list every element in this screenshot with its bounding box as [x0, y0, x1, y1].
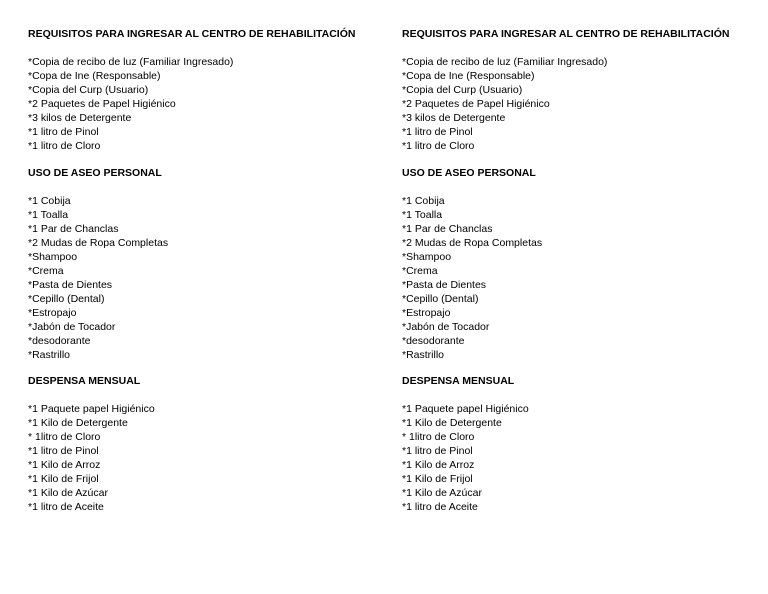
despensa-mensual-list — [402, 402, 762, 514]
list-item: *1 Kilo de Detergente — [28, 417, 128, 429]
list-item: *1 Par de Chanclas — [28, 222, 119, 235]
list-item: *Estropajo — [28, 306, 77, 319]
list-item: *3 kilos de Detergente — [28, 112, 132, 124]
list-item: *1 Toalla — [28, 208, 69, 221]
list-item: *1 Paquete papel Higiénico — [402, 403, 529, 415]
requisitos-section — [28, 27, 388, 153]
list-item: *1 Kilo de Arroz — [28, 459, 101, 471]
list-item: *3 kilos de Detergente — [402, 112, 506, 124]
list-item: *Copia del Curp (Usuario) — [28, 84, 149, 96]
right-column — [402, 27, 762, 527]
list-item: *1 litro de Pinol — [28, 126, 99, 138]
list-item: *2 Paquetes de Papel Higiénico — [402, 98, 550, 110]
list-item: *1 litro de Pinol — [402, 126, 473, 138]
list-item: *1 litro de Pinol — [402, 445, 473, 457]
list-item: *Copia de recibo de luz (Familiar Ingresado) — [402, 56, 608, 68]
list-item: *Rastrillo — [402, 348, 445, 361]
section-title: DESPENSA MENSUAL — [402, 375, 515, 387]
list-item: *Copa de Ine (Responsable) — [402, 70, 535, 82]
despensa-mensual-section — [28, 374, 388, 514]
despensa-mensual-list — [28, 402, 388, 514]
section-title: DESPENSA MENSUAL — [28, 375, 141, 387]
list-item: *1 Kilo de Detergente — [402, 417, 502, 429]
list-item: *1 Par de Chanclas — [402, 222, 493, 235]
list-item: *1 Kilo de Azúcar — [28, 487, 108, 499]
list-item: *Shampoo — [402, 250, 452, 263]
list-item: *Copia de recibo de luz (Familiar Ingresado) — [28, 56, 234, 68]
section-title: REQUISITOS PARA INGRESAR AL CENTRO DE REHABILITACIÓN — [28, 28, 356, 40]
aseo-personal-section — [28, 166, 388, 362]
aseo-personal-section — [402, 166, 762, 362]
section-title: USO DE ASEO PERSONAL — [28, 166, 162, 179]
list-item: *Copa de Ine (Responsable) — [28, 70, 161, 82]
list-item: *1 Kilo de Azúcar — [402, 487, 482, 499]
requisitos-section — [402, 27, 762, 153]
list-item: *Cepillo (Dental) — [28, 292, 105, 305]
list-item: *1 Toalla — [402, 208, 443, 221]
list-item: *1 litro de Aceite — [402, 501, 478, 513]
list-item: *1 Cobija — [28, 194, 71, 207]
list-item: *Pasta de Dientes — [402, 278, 487, 291]
list-item: *Jabón de Tocador — [28, 320, 116, 333]
aseo-personal-list — [28, 194, 388, 362]
list-item: * 1litro de Cloro — [402, 431, 475, 443]
list-item: *Jabón de Tocador — [402, 320, 490, 333]
list-item: *1 litro de Aceite — [28, 501, 104, 513]
list-item: *2 Mudas de Ropa Completas — [28, 236, 169, 249]
aseo-personal-list — [402, 194, 762, 362]
list-item: *1 Cobija — [402, 194, 445, 207]
list-item: *2 Paquetes de Papel Higiénico — [28, 98, 176, 110]
list-item: * 1litro de Cloro — [28, 431, 101, 443]
list-item: *Cepillo (Dental) — [402, 292, 479, 305]
list-item: *Shampoo — [28, 250, 78, 263]
list-item: *1 Kilo de Frijol — [28, 473, 99, 485]
list-item: *desodorante — [28, 334, 91, 347]
list-item: *1 litro de Cloro — [28, 140, 101, 152]
list-item: *2 Mudas de Ropa Completas — [402, 236, 543, 249]
list-item: *Crema — [402, 264, 438, 277]
despensa-mensual-section — [402, 374, 762, 514]
list-item: *Rastrillo — [28, 348, 71, 361]
section-title: REQUISITOS PARA INGRESAR AL CENTRO DE REHABILITACIÓN — [402, 28, 730, 40]
list-item: *Copia del Curp (Usuario) — [402, 84, 523, 96]
list-item: *1 Kilo de Frijol — [402, 473, 473, 485]
list-item: *Pasta de Dientes — [28, 278, 113, 291]
list-item: *Estropajo — [402, 306, 451, 319]
list-item: *Crema — [28, 264, 64, 277]
requisitos-list — [28, 55, 388, 153]
list-item: *1 litro de Pinol — [28, 445, 99, 457]
section-title: USO DE ASEO PERSONAL — [402, 166, 536, 179]
list-item: *1 Kilo de Arroz — [402, 459, 475, 471]
list-item: *desodorante — [402, 334, 465, 347]
left-column — [28, 27, 388, 527]
requisitos-list — [402, 55, 762, 153]
list-item: *1 Paquete papel Higiénico — [28, 403, 155, 415]
list-item: *1 litro de Cloro — [402, 140, 475, 152]
